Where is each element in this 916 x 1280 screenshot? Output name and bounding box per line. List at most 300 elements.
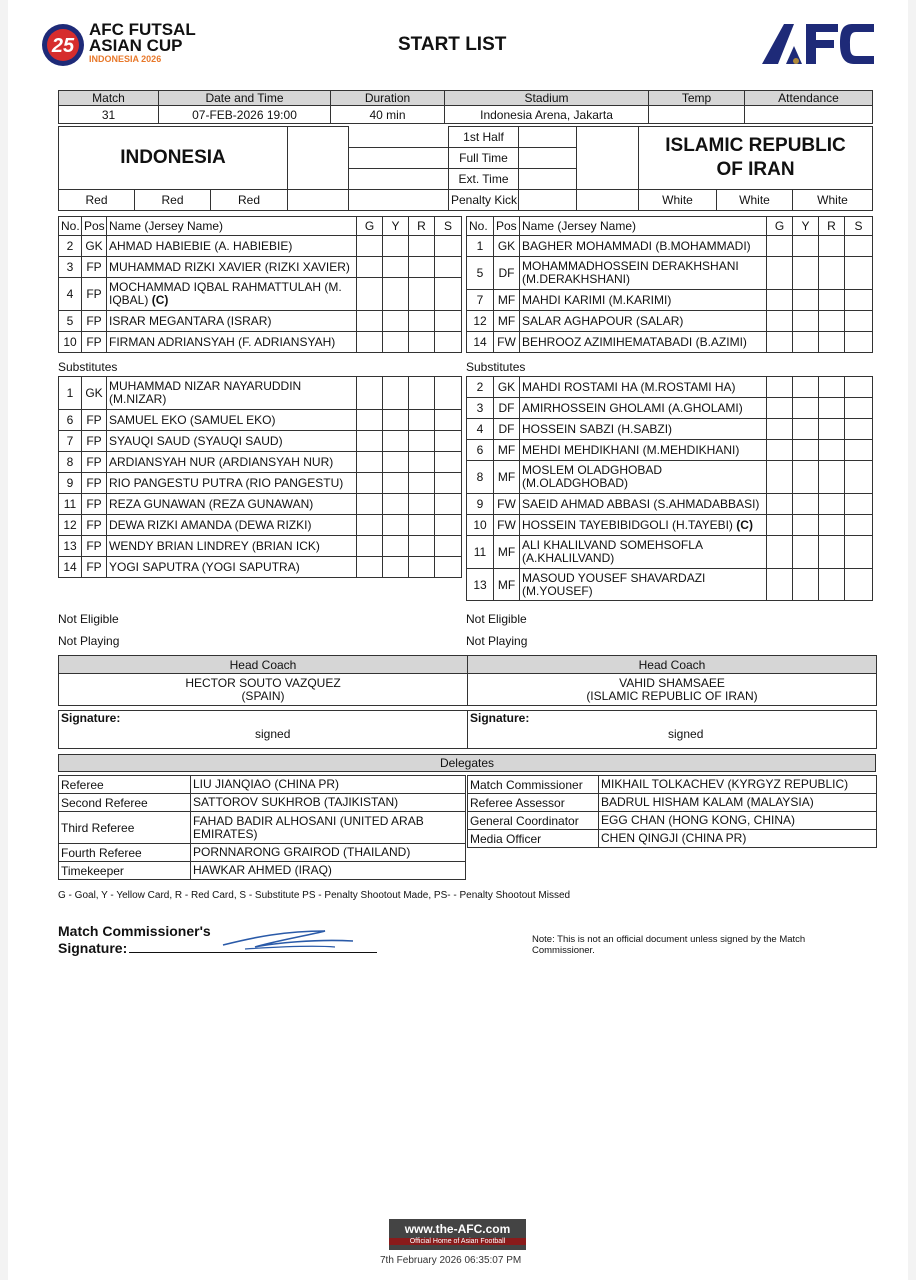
player-yellow-cell — [793, 257, 819, 290]
player-yellow-cell — [383, 431, 409, 452]
home-logo-cell — [288, 127, 349, 190]
home-signature: Signature: signed — [59, 711, 468, 749]
delegate-role: Timekeeper — [59, 862, 191, 880]
player-row — [467, 377, 873, 398]
player-row — [467, 236, 873, 257]
player-yellow-cell — [793, 398, 819, 419]
player-position: FP — [82, 431, 107, 452]
period-1st-half: 1st Half — [449, 127, 519, 148]
duration-header: Duration — [331, 91, 445, 106]
away-kit-shirt: White — [639, 190, 717, 211]
player-red-cell — [819, 290, 845, 311]
player-row — [467, 290, 873, 311]
delegate-row — [59, 812, 466, 844]
player-red-cell — [819, 419, 845, 440]
player-position: FP — [82, 257, 107, 278]
delegate-name: EGG CHAN (HONG KONG, CHINA) — [599, 812, 877, 830]
player-position: FW — [494, 332, 520, 353]
player-number: 10 — [467, 515, 494, 536]
delegates-right-table — [467, 775, 877, 848]
player-sub-cell — [845, 419, 873, 440]
player-row — [467, 461, 873, 494]
player-row — [467, 311, 873, 332]
player-name: MOHAMMADHOSSEIN DERAKHSHANI (M.DERAKHSHANI) — [520, 257, 767, 290]
player-position: DF — [494, 419, 520, 440]
home-coach-label: Head Coach — [59, 656, 468, 674]
player-position: FP — [82, 536, 107, 557]
player-sub-cell — [435, 257, 462, 278]
col-no: No. — [59, 217, 82, 236]
player-red-cell — [819, 494, 845, 515]
player-sub-cell — [845, 494, 873, 515]
delegate-row — [59, 776, 466, 794]
player-sub-cell — [435, 452, 462, 473]
player-number: 6 — [59, 410, 82, 431]
player-yellow-cell — [383, 257, 409, 278]
away-penalty-score — [519, 190, 577, 211]
player-sub-cell — [435, 515, 462, 536]
afc-futsal-emblem-icon — [40, 22, 86, 68]
home-not-eligible: Not Eligible — [58, 612, 119, 626]
player-number: 2 — [59, 236, 82, 257]
delegate-row — [468, 830, 877, 848]
player-red-cell — [409, 452, 435, 473]
player-red-cell — [409, 236, 435, 257]
player-row — [59, 377, 462, 410]
player-yellow-cell — [383, 494, 409, 515]
player-position: FP — [82, 557, 107, 578]
player-position: GK — [494, 236, 520, 257]
delegate-name: LIU JIANQIAO (CHINA PR) — [191, 776, 466, 794]
player-goal-cell — [357, 257, 383, 278]
player-red-cell — [819, 236, 845, 257]
delegate-row — [59, 794, 466, 812]
player-goal-cell — [357, 278, 383, 311]
player-number: 2 — [467, 377, 494, 398]
player-goal-cell — [767, 290, 793, 311]
player-goal-cell — [767, 569, 793, 601]
player-yellow-cell — [793, 419, 819, 440]
player-goal-cell — [767, 515, 793, 536]
delegate-role: General Coordinator — [468, 812, 599, 830]
player-red-cell — [409, 494, 435, 515]
player-position: FW — [494, 515, 520, 536]
player-sub-cell — [435, 410, 462, 431]
player-goal-cell — [767, 419, 793, 440]
player-yellow-cell — [793, 332, 819, 353]
player-name: ALI KHALILVAND SOMEHSOFLA (A.KHALILVAND) — [520, 536, 767, 569]
player-yellow-cell — [793, 569, 819, 601]
logo-line1: AFC FUTSAL — [89, 20, 196, 39]
player-row — [59, 473, 462, 494]
player-red-cell — [409, 557, 435, 578]
away-coach-label: Head Coach — [468, 656, 877, 674]
player-row — [59, 236, 462, 257]
player-sub-cell — [435, 431, 462, 452]
match-duration: 40 min — [331, 106, 445, 124]
player-name: FIRMAN ADRIANSYAH (F. ADRIANSYAH) — [107, 332, 357, 353]
player-position: GK — [82, 377, 107, 410]
attendance-header: Attendance — [745, 91, 873, 106]
player-red-cell — [819, 440, 845, 461]
delegate-name: MIKHAIL TOLKACHEV (KYRGYZ REPUBLIC) — [599, 776, 877, 794]
player-row — [467, 515, 873, 536]
player-number: 9 — [59, 473, 82, 494]
home-ext-time-score — [349, 169, 449, 190]
delegate-role: Fourth Referee — [59, 844, 191, 862]
player-position: FP — [82, 332, 107, 353]
player-red-cell — [409, 515, 435, 536]
match-stadium: Indonesia Arena, Jakarta — [445, 106, 649, 124]
player-yellow-cell — [793, 311, 819, 332]
player-row — [467, 332, 873, 353]
home-coach: HECTOR SOUTO VAZQUEZ (SPAIN) — [59, 674, 468, 706]
col-no: No. — [467, 217, 494, 236]
player-sub-cell — [435, 536, 462, 557]
player-goal-cell — [357, 557, 383, 578]
commissioner-signature-label-1: Match Commissioner's — [58, 923, 211, 939]
player-name: DEWA RIZKI AMANDA (DEWA RIZKI) — [107, 515, 357, 536]
delegate-name: HAWKAR AHMED (IRAQ) — [191, 862, 466, 880]
player-number: 5 — [467, 257, 494, 290]
player-number: 11 — [467, 536, 494, 569]
player-sub-cell — [845, 290, 873, 311]
delegate-row — [59, 862, 466, 880]
player-name: MAHDI ROSTAMI HA (M.ROSTAMI HA) — [520, 377, 767, 398]
player-number: 4 — [467, 419, 494, 440]
player-position: DF — [494, 398, 520, 419]
col-sub: S — [845, 217, 873, 236]
player-sub-cell — [845, 536, 873, 569]
delegate-role: Media Officer — [468, 830, 599, 848]
player-yellow-cell — [383, 557, 409, 578]
player-number: 1 — [467, 236, 494, 257]
match-number: 31 — [59, 106, 159, 124]
player-yellow-cell — [793, 494, 819, 515]
player-sub-cell — [845, 311, 873, 332]
away-substitutes-table — [466, 376, 873, 601]
player-yellow-cell — [383, 332, 409, 353]
player-goal-cell — [767, 377, 793, 398]
player-yellow-cell — [383, 410, 409, 431]
player-sub-cell — [435, 278, 462, 311]
delegate-name: CHEN QINGJI (CHINA PR) — [599, 830, 877, 848]
legend-text: G - Goal, Y - Yellow Card, R - Red Card, S - Substitute PS - Penalty Shootout Made, PS- - Penalty Shootout Missed — [58, 890, 571, 901]
col-yellow: Y — [793, 217, 819, 236]
player-red-cell — [409, 377, 435, 410]
player-number: 12 — [59, 515, 82, 536]
player-yellow-cell — [383, 278, 409, 311]
player-position: MF — [494, 461, 520, 494]
player-goal-cell — [357, 410, 383, 431]
player-row — [59, 431, 462, 452]
player-number: 1 — [59, 377, 82, 410]
delegate-role: Referee — [59, 776, 191, 794]
temp-header: Temp — [649, 91, 745, 106]
player-yellow-cell — [383, 311, 409, 332]
player-name: MEHDI MEHDIKHANI (M.MEHDIKHANI) — [520, 440, 767, 461]
player-yellow-cell — [793, 461, 819, 494]
player-row — [467, 398, 873, 419]
captain-badge: (C) — [151, 293, 169, 307]
player-number: 8 — [59, 452, 82, 473]
player-name: BAGHER MOHAMMADI (B.MOHAMMADI) — [520, 236, 767, 257]
player-goal-cell — [357, 311, 383, 332]
player-name: MUHAMMAD RIZKI XAVIER (RIZKI XAVIER) — [107, 257, 357, 278]
home-substitutes-label: Substitutes — [58, 360, 118, 374]
player-position: GK — [494, 377, 520, 398]
home-kit-shorts: Red — [135, 190, 211, 211]
player-red-cell — [819, 377, 845, 398]
home-substitutes-table — [58, 376, 462, 578]
player-name: SAEID AHMAD ABBASI (S.AHMADABBASI) — [520, 494, 767, 515]
player-sub-cell — [845, 332, 873, 353]
period-full-time: Full Time — [449, 148, 519, 169]
home-full-time-score — [349, 148, 449, 169]
away-kit-socks: White — [793, 190, 873, 211]
delegates-left-table — [58, 775, 466, 880]
player-number: 14 — [59, 557, 82, 578]
away-logo-cell — [577, 127, 639, 190]
logo-line3: INDONESIA 2026 — [89, 54, 162, 64]
player-row — [467, 419, 873, 440]
player-number: 9 — [467, 494, 494, 515]
player-row — [467, 536, 873, 569]
player-red-cell — [819, 332, 845, 353]
player-number: 14 — [467, 332, 494, 353]
player-number: 3 — [467, 398, 494, 419]
delegate-role: Third Referee — [59, 812, 191, 844]
player-goal-cell — [767, 536, 793, 569]
player-row — [59, 452, 462, 473]
player-number: 8 — [467, 461, 494, 494]
player-name: AHMAD HABIEBIE (A. HABIEBIE) — [107, 236, 357, 257]
player-number: 11 — [59, 494, 82, 515]
away-kit-shorts: White — [717, 190, 793, 211]
player-name: ARDIANSYAH NUR (ARDIANSYAH NUR) — [107, 452, 357, 473]
player-number: 3 — [59, 257, 82, 278]
match-temp — [649, 106, 745, 124]
player-red-cell — [409, 332, 435, 353]
player-row — [59, 557, 462, 578]
player-yellow-cell — [383, 473, 409, 494]
player-red-cell — [409, 431, 435, 452]
delegate-row — [468, 812, 877, 830]
delegate-name: SATTOROV SUKHROB (TAJIKISTAN) — [191, 794, 466, 812]
footer-tagline: Official Home of Asian Football — [389, 1238, 526, 1245]
col-red: R — [819, 217, 845, 236]
col-pos: Pos — [82, 217, 107, 236]
player-position: MF — [494, 440, 520, 461]
player-goal-cell — [357, 431, 383, 452]
away-full-time-score — [519, 148, 577, 169]
player-red-cell — [409, 536, 435, 557]
player-sub-cell — [435, 494, 462, 515]
player-yellow-cell — [793, 290, 819, 311]
player-name: SYAUQI SAUD (SYAUQI SAUD) — [107, 431, 357, 452]
player-sub-cell — [435, 473, 462, 494]
player-goal-cell — [767, 236, 793, 257]
player-row — [467, 494, 873, 515]
match-datetime: 07-FEB-2026 19:00 — [159, 106, 331, 124]
player-name: HOSSEIN SABZI (H.SABZI) — [520, 419, 767, 440]
player-sub-cell — [435, 557, 462, 578]
player-row — [59, 536, 462, 557]
player-number: 7 — [467, 290, 494, 311]
player-sub-cell — [845, 398, 873, 419]
player-yellow-cell — [383, 515, 409, 536]
player-name: SALAR AGHAPOUR (SALAR) — [520, 311, 767, 332]
player-position: FP — [82, 515, 107, 536]
note-text: Note: This is not an official document unless signed by the Match Commissioner. — [532, 934, 806, 956]
player-yellow-cell — [793, 536, 819, 569]
player-name: REZA GUNAWAN (REZA GUNAWAN) — [107, 494, 357, 515]
player-red-cell — [819, 536, 845, 569]
home-team-name: INDONESIA — [59, 127, 288, 190]
col-name: Name (Jersey Name) — [520, 217, 767, 236]
player-red-cell — [819, 398, 845, 419]
player-position: FP — [82, 278, 107, 311]
player-position: FP — [82, 494, 107, 515]
player-name: MUHAMMAD NIZAR NAYARUDDIN (M.NIZAR) — [107, 377, 357, 410]
player-number: 12 — [467, 311, 494, 332]
player-sub-cell — [435, 311, 462, 332]
player-goal-cell — [357, 536, 383, 557]
player-name: YOGI SAPUTRA (YOGI SAPUTRA) — [107, 557, 357, 578]
player-name: HOSSEIN TAYEBIBIDGOLI (H.TAYEBI) (C) — [520, 515, 767, 536]
away-coach: VAHID SHAMSAEE (ISLAMIC REPUBLIC OF IRAN) — [468, 674, 877, 706]
delegates-header — [58, 754, 876, 772]
player-number: 13 — [59, 536, 82, 557]
player-row — [467, 569, 873, 601]
player-position: FW — [494, 494, 520, 515]
player-goal-cell — [767, 494, 793, 515]
player-red-cell — [409, 257, 435, 278]
home-kit-shirt: Red — [59, 190, 135, 211]
player-row — [59, 515, 462, 536]
player-goal-cell — [767, 398, 793, 419]
player-goal-cell — [357, 377, 383, 410]
col-goal: G — [357, 217, 383, 236]
col-name: Name (Jersey Name) — [107, 217, 357, 236]
player-number: 7 — [59, 431, 82, 452]
player-number: 4 — [59, 278, 82, 311]
player-row — [59, 311, 462, 332]
home-kit-blank — [288, 190, 349, 211]
player-sub-cell — [845, 440, 873, 461]
player-yellow-cell — [383, 236, 409, 257]
commissioner-signature-scribble — [215, 925, 360, 953]
player-row — [59, 278, 462, 311]
away-1st-half-score — [519, 127, 577, 148]
player-row — [59, 494, 462, 515]
away-starters-table — [466, 216, 873, 353]
player-goal-cell — [357, 515, 383, 536]
home-1st-half-score — [349, 127, 449, 148]
player-sub-cell — [845, 569, 873, 601]
commissioner-signature-label-2: Signature: — [58, 940, 377, 956]
match-attendance — [745, 106, 873, 124]
player-row — [59, 332, 462, 353]
player-red-cell — [819, 461, 845, 494]
player-name: RIO PANGESTU PUTRA (RIO PANGESTU) — [107, 473, 357, 494]
player-red-cell — [409, 278, 435, 311]
player-name: BEHROOZ AZIMIHEMATABADI (B.AZIMI) — [520, 332, 767, 353]
signature-table — [58, 710, 877, 749]
player-goal-cell — [767, 332, 793, 353]
player-goal-cell — [357, 236, 383, 257]
player-goal-cell — [357, 452, 383, 473]
player-row — [467, 440, 873, 461]
home-not-playing: Not Playing — [58, 634, 120, 648]
away-not-eligible: Not Eligible — [466, 612, 527, 626]
col-pos: Pos — [494, 217, 520, 236]
player-position: MF — [494, 290, 520, 311]
player-red-cell — [819, 311, 845, 332]
player-red-cell — [409, 311, 435, 332]
footer-timestamp: 7th February 2026 06:35:07 PM — [380, 1255, 522, 1266]
home-starters-table — [58, 216, 462, 353]
away-substitutes-label: Substitutes — [466, 360, 526, 374]
delegate-name: BADRUL HISHAM KALAM (MALAYSIA) — [599, 794, 877, 812]
period-ext-time: Ext. Time — [449, 169, 519, 190]
player-position: MF — [494, 536, 520, 569]
player-name: MAHDI KARIMI (M.KARIMI) — [520, 290, 767, 311]
player-yellow-cell — [793, 236, 819, 257]
delegate-role: Second Referee — [59, 794, 191, 812]
player-yellow-cell — [383, 452, 409, 473]
player-name: SAMUEL EKO (SAMUEL EKO) — [107, 410, 357, 431]
footer-banner — [389, 1219, 526, 1250]
player-position: MF — [494, 311, 520, 332]
player-name: WENDY BRIAN LINDREY (BRIAN ICK) — [107, 536, 357, 557]
player-position: MF — [494, 569, 520, 601]
player-name: MOSLEM OLADGHOBAD (M.OLADGHOBAD) — [520, 461, 767, 494]
player-name: MASOUD YOUSEF SHAVARDAZI (M.YOUSEF) — [520, 569, 767, 601]
player-position: FP — [82, 311, 107, 332]
player-row — [59, 257, 462, 278]
player-red-cell — [409, 410, 435, 431]
delegates-title: Delegates — [59, 755, 876, 772]
player-yellow-cell — [383, 536, 409, 557]
player-sub-cell — [845, 257, 873, 290]
page-title: START LIST — [398, 34, 507, 55]
away-not-playing: Not Playing — [466, 634, 528, 648]
player-name: ISRAR MEGANTARA (ISRAR) — [107, 311, 357, 332]
player-position: GK — [82, 236, 107, 257]
player-row — [59, 410, 462, 431]
delegate-role: Referee Assessor — [468, 794, 599, 812]
head-coach-table — [58, 655, 877, 706]
player-number: 10 — [59, 332, 82, 353]
player-yellow-cell — [793, 440, 819, 461]
away-signature: Signature: signed — [468, 711, 877, 749]
player-sub-cell — [845, 236, 873, 257]
player-sub-cell — [435, 377, 462, 410]
player-name: AMIRHOSSEIN GHOLAMI (A.GHOLAMI) — [520, 398, 767, 419]
player-goal-cell — [767, 257, 793, 290]
player-yellow-cell — [793, 377, 819, 398]
delegate-name: FAHAD BADIR ALHOSANI (UNITED ARAB EMIRATES) — [191, 812, 466, 844]
player-sub-cell — [435, 332, 462, 353]
afc-logo-icon — [760, 20, 880, 68]
col-goal: G — [767, 217, 793, 236]
player-position: FP — [82, 452, 107, 473]
away-team-name: ISLAMIC REPUBLIC OF IRAN — [639, 127, 873, 190]
player-sub-cell — [435, 236, 462, 257]
date-time-header: Date and Time — [159, 91, 331, 106]
player-red-cell — [819, 515, 845, 536]
